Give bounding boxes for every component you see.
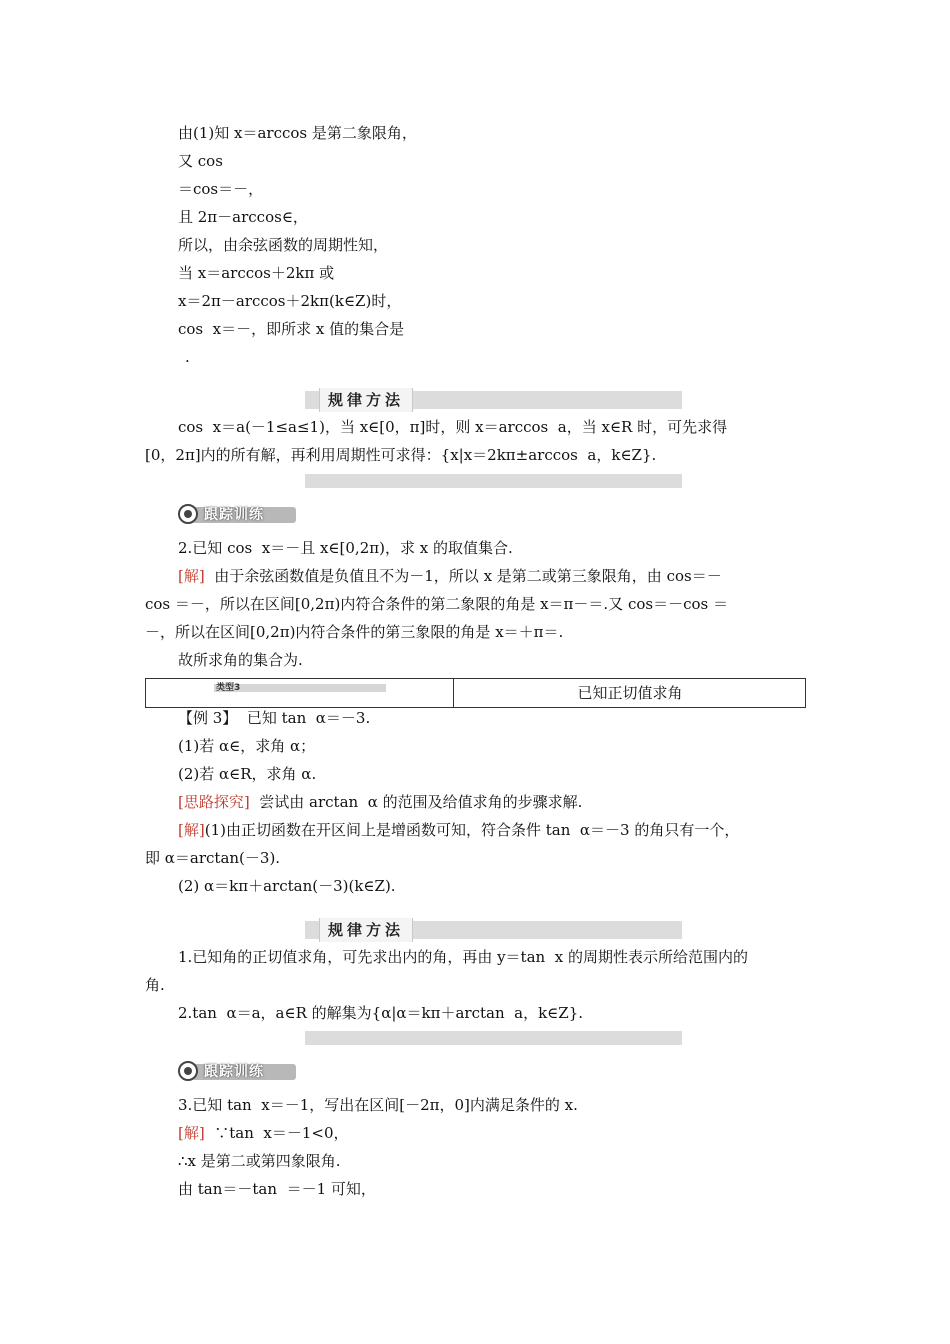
type-header-box — [145, 678, 806, 708]
solution-line: 由 tan＝－tan ＝－1 可知， — [178, 1180, 376, 1198]
question: 3.已知 tan x＝－1，写出在区间[－2π，0]内满足条件的 x. — [178, 1096, 578, 1114]
method-line: [0，2π]内的所有解，再利用周期性可求得：{x|x＝2kπ±arccos a，k∈Z}. — [145, 446, 657, 464]
solution-line: cos ＝－，所以在区间[0,2π)内符合条件的第二象限的角是 x＝π－＝.又 cos＝－cos ＝ — [145, 595, 728, 613]
text-line: cos x＝－，即所求 x 值的集合是 — [178, 320, 405, 338]
example-text: 已知 tan α＝－3. — [237, 709, 371, 727]
solution-text: (1)由正切函数在开区间上是增函数可知，符合条件 tan α＝－3 的角只有一个， — [204, 821, 740, 839]
track-heading: 跟踪训练 — [204, 1064, 264, 1080]
text-line: 又 cos — [178, 152, 223, 170]
solution-line: (2) α＝kπ＋arctan(－3)(k∈Z). — [178, 877, 396, 895]
type-title: 已知正切值求角 — [577, 684, 683, 702]
example-tag: 【例 3】 — [178, 709, 238, 727]
solution-text: ∵tan x＝－1<0， — [204, 1124, 349, 1142]
solution-line: 即 α＝arctan(－3). — [145, 849, 281, 867]
solution-line — [178, 1123, 349, 1143]
track-training-header — [178, 1061, 296, 1083]
text-line: 且 2π－arccos∈， — [178, 208, 308, 226]
text-line: 当 x＝arccos＋2kπ 或 — [178, 264, 335, 282]
hint-tag: [思路探究] — [178, 793, 250, 811]
method-banner — [305, 391, 682, 409]
text-line: x＝2π－arccos＋2kπ(k∈Z)时， — [178, 292, 402, 310]
method-line: 1.已知角的正切值求角，可先求出内的角，再由 y＝tan x 的周期性表示所给范围内的 — [178, 948, 748, 966]
method-banner-end — [305, 474, 682, 488]
solution-line: 故所求角的集合为. — [178, 651, 303, 669]
text-line: . — [185, 348, 190, 366]
solution-line: －，所以在区间[0,2π)内符合条件的第三象限的角是 x＝＋π＝. — [145, 623, 564, 641]
method-line: cos x＝a(－1≤a≤1)，当 x∈[0，π]时，则 x＝arccos a，当 x∈R 时，可先求得 — [178, 418, 728, 436]
text-line: ＝cos＝－， — [178, 180, 264, 198]
solution-tag: [解] — [178, 1124, 205, 1142]
example-statement — [178, 708, 370, 728]
solution-line: ∴x 是第二或第四象限角. — [178, 1152, 341, 1170]
method-banner-end — [305, 1031, 682, 1045]
text-line: 由(1)知 x＝arccos 是第二象限角， — [178, 124, 417, 142]
solution-line — [178, 566, 722, 586]
example-part: (1)若 α∈，求角 α； — [178, 737, 316, 755]
hint-line — [178, 792, 582, 812]
method-line: 角. — [145, 976, 165, 994]
text-line: 所以，由余弦函数的周期性知， — [178, 236, 389, 254]
solution-text: 由于余弦函数值是负值且不为－1，所以 x 是第二或第三象限角，由 cos＝－ — [204, 567, 722, 585]
method-banner — [305, 921, 682, 939]
track-heading: 跟踪训练 — [204, 507, 264, 523]
solution-tag: [解] — [178, 821, 205, 839]
method-heading: 规律方法 — [319, 918, 413, 942]
solution-tag: [解] — [178, 567, 205, 585]
target-icon — [178, 504, 198, 524]
solution-line — [178, 820, 739, 840]
track-training-header — [178, 504, 296, 526]
method-heading: 规律方法 — [319, 388, 413, 412]
method-line: 2.tan α＝a，a∈R 的解集为{α|α＝kπ＋arctan a，k∈Z}. — [178, 1004, 584, 1022]
question: 2.已知 cos x＝－且 x∈[0,2π)，求 x 的取值集合. — [178, 539, 513, 557]
target-icon — [178, 1061, 198, 1081]
type-badge: 类型3 — [216, 683, 241, 693]
hint-text: 尝试由 arctan α 的范围及给值求角的步骤求解. — [249, 793, 583, 811]
example-part: (2)若 α∈R，求角 α. — [178, 765, 317, 783]
